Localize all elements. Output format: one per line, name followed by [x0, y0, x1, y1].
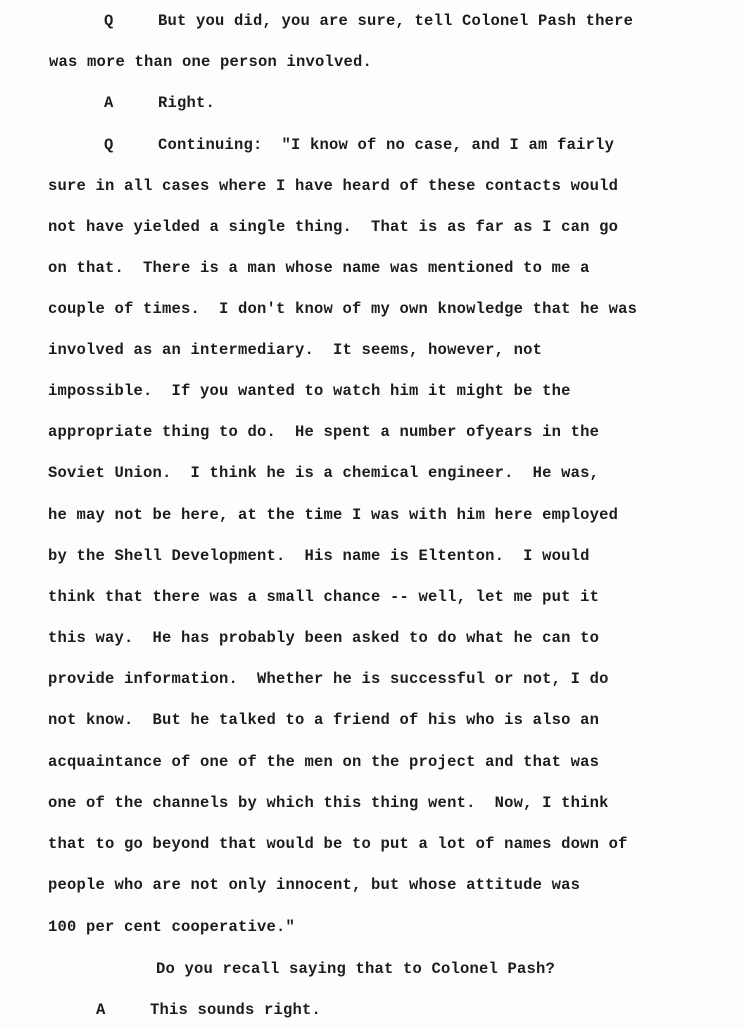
transcript-line: couple of times. I don't know of my own knowledge that he was [48, 300, 638, 318]
transcript-line: not know. But he talked to a friend of his who is also an [48, 711, 600, 729]
speaker-q: Q [104, 136, 114, 154]
transcript-line: that to go beyond that would be to put a lot of names down of [48, 835, 628, 853]
transcript-line: think that there was a small chance -- well, let me put it [48, 588, 600, 606]
transcript-line: appropriate thing to do. He spent a number ofyears in the [48, 423, 600, 441]
transcript-line: But you did, you are sure, tell Colonel Pash there [158, 12, 634, 30]
transcript-line: was more than one person involved. [49, 53, 373, 71]
transcript-line: Soviet Union. I think he is a chemical engineer. He was, [48, 464, 600, 482]
transcript-line: one of the channels by which this thing went. Now, I think [48, 794, 609, 812]
transcript-line: involved as an intermediary. It seems, however, not [48, 341, 543, 359]
transcript-line: impossible. If you wanted to watch him it might be the [48, 382, 571, 400]
transcript-line: provide information. Whether he is successful or not, I do [48, 670, 609, 688]
transcript-line: people who are not only innocent, but whose attitude was [48, 876, 581, 894]
speaker-a: A [104, 94, 114, 112]
transcript-line: Do you recall saying that to Colonel Pash? [156, 960, 556, 978]
transcript-line: this way. He has probably been asked to do what he can to [48, 629, 600, 647]
transcript-line: by the Shell Development. His name is Eltenton. I would [48, 547, 590, 565]
transcript-line: acquaintance of one of the men on the project and that was [48, 753, 600, 771]
speaker-a: A [96, 1001, 106, 1019]
transcript-line: This sounds right. [150, 1001, 322, 1019]
transcript-line: sure in all cases where I have heard of these contacts would [48, 177, 619, 195]
transcript-line: Continuing: "I know of no case, and I am fairly [158, 136, 615, 154]
speaker-q: Q [104, 12, 114, 30]
transcript-line: 100 per cent cooperative." [48, 918, 296, 936]
transcript-line: Right. [158, 94, 216, 112]
transcript-line: not have yielded a single thing. That is as far as I can go [48, 218, 619, 236]
transcript-line: he may not be here, at the time I was with him here employed [48, 506, 619, 524]
transcript-line: on that. There is a man whose name was mentioned to me a [48, 259, 590, 277]
